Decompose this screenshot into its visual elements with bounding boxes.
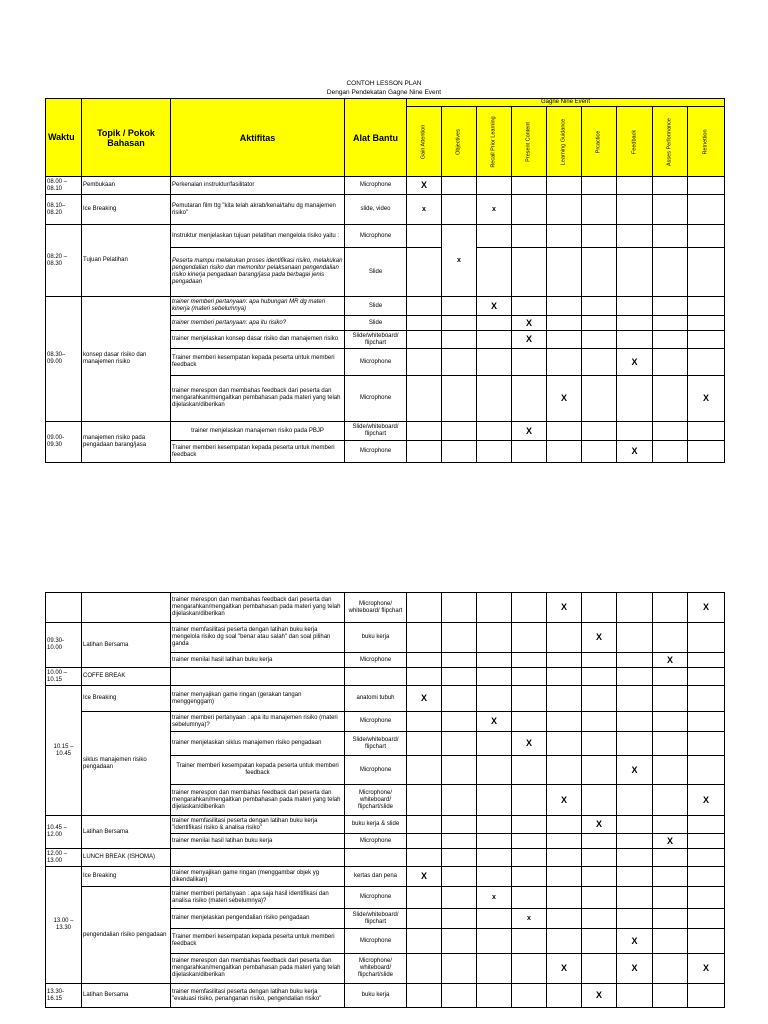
header-event-practice: Prcactice bbox=[582, 107, 617, 177]
header-event-recall: Recall Prior Learning bbox=[477, 107, 512, 177]
mark: X bbox=[582, 984, 617, 1008]
mark: X bbox=[547, 785, 582, 816]
table-row: 12.00 – 13.00 LUNCH BREAK (ISHOMA) bbox=[46, 849, 725, 867]
table-row: Peserta mampu melakukan proses identifikasi risiko, melakukan pengendalian risiko dan memonitor pelaksanaan pengendalian risiko kinerja pengadaan barang/jasa pada berbagai jenis pengadaan Slide bbox=[46, 248, 725, 297]
table-row: trainer merespon dan membahas feedback dari peserta dan mengarahkan/mengaitkan pembahasan pada materi yang telah dijelaskan/diberikan Microphone/ whiteboard/ flipchart/slide X X X bbox=[46, 954, 725, 984]
mark: X bbox=[617, 349, 653, 376]
table-row: 08.00 – 08.10 Pembukaan Perkenalan instruktur/fasilitator Microphone X bbox=[46, 177, 725, 195]
doc-title: CONTOH LESSON PLAN bbox=[346, 80, 422, 87]
mark: X bbox=[407, 686, 442, 712]
table-row: Trainer memberi kesempatan kepada peserta untuk memberi feedback Microphone X bbox=[46, 929, 725, 954]
mark: X bbox=[477, 712, 512, 732]
table-row: 09.30- 10.00 Latihan Bersama trainer memfasilitasi peserta dengan latihan buku kerja mengelola risiko dg soal "benar atau salah" dan soal pilihan ganda buku kerja X bbox=[46, 623, 725, 653]
table-row: Trainer memberi kesempatan kepada peserta untuk memberi feedback Microphone X bbox=[46, 349, 725, 376]
table-row: pengendalian risiko pengadaan trainer memberi pertanyaan : apa saja hasil identifikasi dan analisa risiko (materi sebelumnya)? Microphone x bbox=[46, 887, 725, 909]
header-event-retention: Retnettion bbox=[688, 107, 725, 177]
table-row: trainer merespon dan membahas feedback dari peserta dan mengarahkan/mengaitkan pembahasan pada materi yang telah dijelaskan/diberikan Microphone X X bbox=[46, 376, 725, 422]
table-row: Trainer memberi kesempatan kepada peserta untuk memberi feedback Microphone X bbox=[46, 441, 725, 463]
table-row: 09.00- 09.30 manajemen risiko pada pengadaan barang/jasa trainer menjelaskan manajemen risiko pada PBJP Slide/whiteboard/ flipchart X bbox=[46, 422, 725, 441]
mark: X bbox=[547, 954, 582, 984]
mark: X bbox=[512, 422, 547, 441]
mark: X bbox=[617, 954, 653, 984]
mark: X bbox=[688, 593, 725, 623]
table-row: 10.00 – 10.15 COFFE BREAK bbox=[46, 668, 725, 686]
table-row: trainer menjelaskan pengendalian risiko pengadaan Slide/whiteboard/ flipchart x bbox=[46, 909, 725, 929]
mark: X bbox=[512, 331, 547, 349]
mark: x bbox=[407, 195, 442, 225]
mark: x bbox=[477, 887, 512, 909]
table-row: trainer merespon dan membahas feedback dari peserta dan mengarahkan/mengaitkan pembahasan pada materi yang telah dijelaskan/diberikan Microphone/ whiteboard/ flipchart X X bbox=[46, 593, 725, 623]
mark: X bbox=[407, 177, 442, 195]
table-row: 08.30– 09.00 konsep dasar risiko dan manajemen risiko trainer memberi pertanyaan: apa hubungan MR dg materi kinerja (materi sebelumnya) Slide X bbox=[46, 297, 725, 316]
mark: X bbox=[688, 954, 725, 984]
header-alat-bantu: Alat Bantu bbox=[345, 99, 407, 177]
header-gagne: Gagne Nine Event bbox=[407, 99, 725, 107]
header-event-present-content: Present Content bbox=[512, 107, 547, 177]
mark: X bbox=[512, 732, 547, 756]
mark: X bbox=[547, 376, 582, 422]
table-row: siklus manajemen risiko pengadaan trainer memberi pertanyaan : apa itu manajemen risiko (materi sebelumnya)? Microphone X bbox=[46, 712, 725, 732]
mark: X bbox=[582, 623, 617, 653]
mark: X bbox=[617, 756, 653, 785]
mark: X bbox=[547, 593, 582, 623]
doc-subtitle: Dengan Pendekatan Gagne Nine Event bbox=[326, 89, 442, 96]
header-waktu: Waktu bbox=[46, 99, 82, 177]
table-row: 08.10– 08.20 Ice Breaking Pemutaran film ttg "kita telah akrab/kenal/tahu dg manajemen risiko" slide, video x x bbox=[46, 195, 725, 225]
mark: X bbox=[617, 929, 653, 954]
header-event-feedback: Feedback bbox=[617, 107, 653, 177]
table-row: Trainer memberi kesempatan kepada peserta untuk memberi feedback Microphone X bbox=[46, 756, 725, 785]
mark: X bbox=[653, 834, 688, 849]
table-row: trainer menjelaskan konsep dasar risiko dan manajemen risiko Slide/whiteboard/ flipchart X bbox=[46, 331, 725, 349]
table-row: trainer menilai hasil latihan buku kerja Microphone X bbox=[46, 653, 725, 668]
header-event-gain-attention: Gain Attention bbox=[407, 107, 442, 177]
lesson-plan-table-page2 bbox=[45, 592, 725, 1008]
header-event-objectives: Objectives bbox=[442, 107, 477, 177]
table-row: trainer merespon dan membahas feedback dari peserta dan mengarahkan/mengaitkan pembahasan pada materi yang telah dijelaskan/diberikan Microphone/ whiteboard/ flipchart/slide X X bbox=[46, 785, 725, 816]
header-topik: Topik / Pokok Bahasan bbox=[82, 99, 171, 177]
mark: X bbox=[617, 441, 653, 463]
mark: X bbox=[512, 316, 547, 331]
table-row: trainer menjelaskan siklus manajemen risiko pengadaan Slide/whiteboard/ flipchart X bbox=[46, 732, 725, 756]
table-row: trainer memberi pertanyaan: apa itu risiko? Slide X bbox=[46, 316, 725, 331]
header-aktifitas: Aktifitas bbox=[171, 99, 345, 177]
mark: x bbox=[442, 225, 477, 297]
table-row: 13.00 – 13.30 Ice Breaking trainer menyajikan game ringan (menggambar objek yg dikendalikan) kertas dan pena X bbox=[46, 867, 725, 887]
mark: X bbox=[688, 376, 725, 422]
mark: x bbox=[512, 909, 547, 929]
table-row: 10.45 – 12.00 Latihan Bersama trainer memfasilitasi peserta dengan latihan buku kerja "identifikasi risiko & analisa risiko" buku kerja & slide X bbox=[46, 816, 725, 834]
mark: X bbox=[477, 297, 512, 316]
table-row: 13.30- 16.15 Latihan Bersama trainer memfasilitasi peserta dengan latihan buku kerja "evaluasi risiko, penanganan risiko, pengendalian risiko" buku kerja X bbox=[46, 984, 725, 1008]
mark: x bbox=[477, 195, 512, 225]
mark: X bbox=[688, 785, 725, 816]
table-row: 10.15 – 10.45 Ice Breaking trainer menyajikan game ringan (gerakan tangan menggenggam) anatomi tubuh X bbox=[46, 686, 725, 712]
mark: X bbox=[407, 867, 442, 887]
mark: X bbox=[582, 816, 617, 834]
header-event-asses-performance: Asses Performance bbox=[653, 107, 688, 177]
lesson-plan-table-page1 bbox=[45, 98, 725, 463]
table-row: 08.20 – 08.30 Tujuan Pelatihan Instruktur menjelaskan tujuan pelatihan mengelola risiko yaitu : Microphone x bbox=[46, 225, 725, 248]
table-row: trainer menilai hasil latihan buku kerja Microphone X bbox=[46, 834, 725, 849]
mark: X bbox=[653, 653, 688, 668]
header-event-learning-guidance: Learning Guidance bbox=[547, 107, 582, 177]
